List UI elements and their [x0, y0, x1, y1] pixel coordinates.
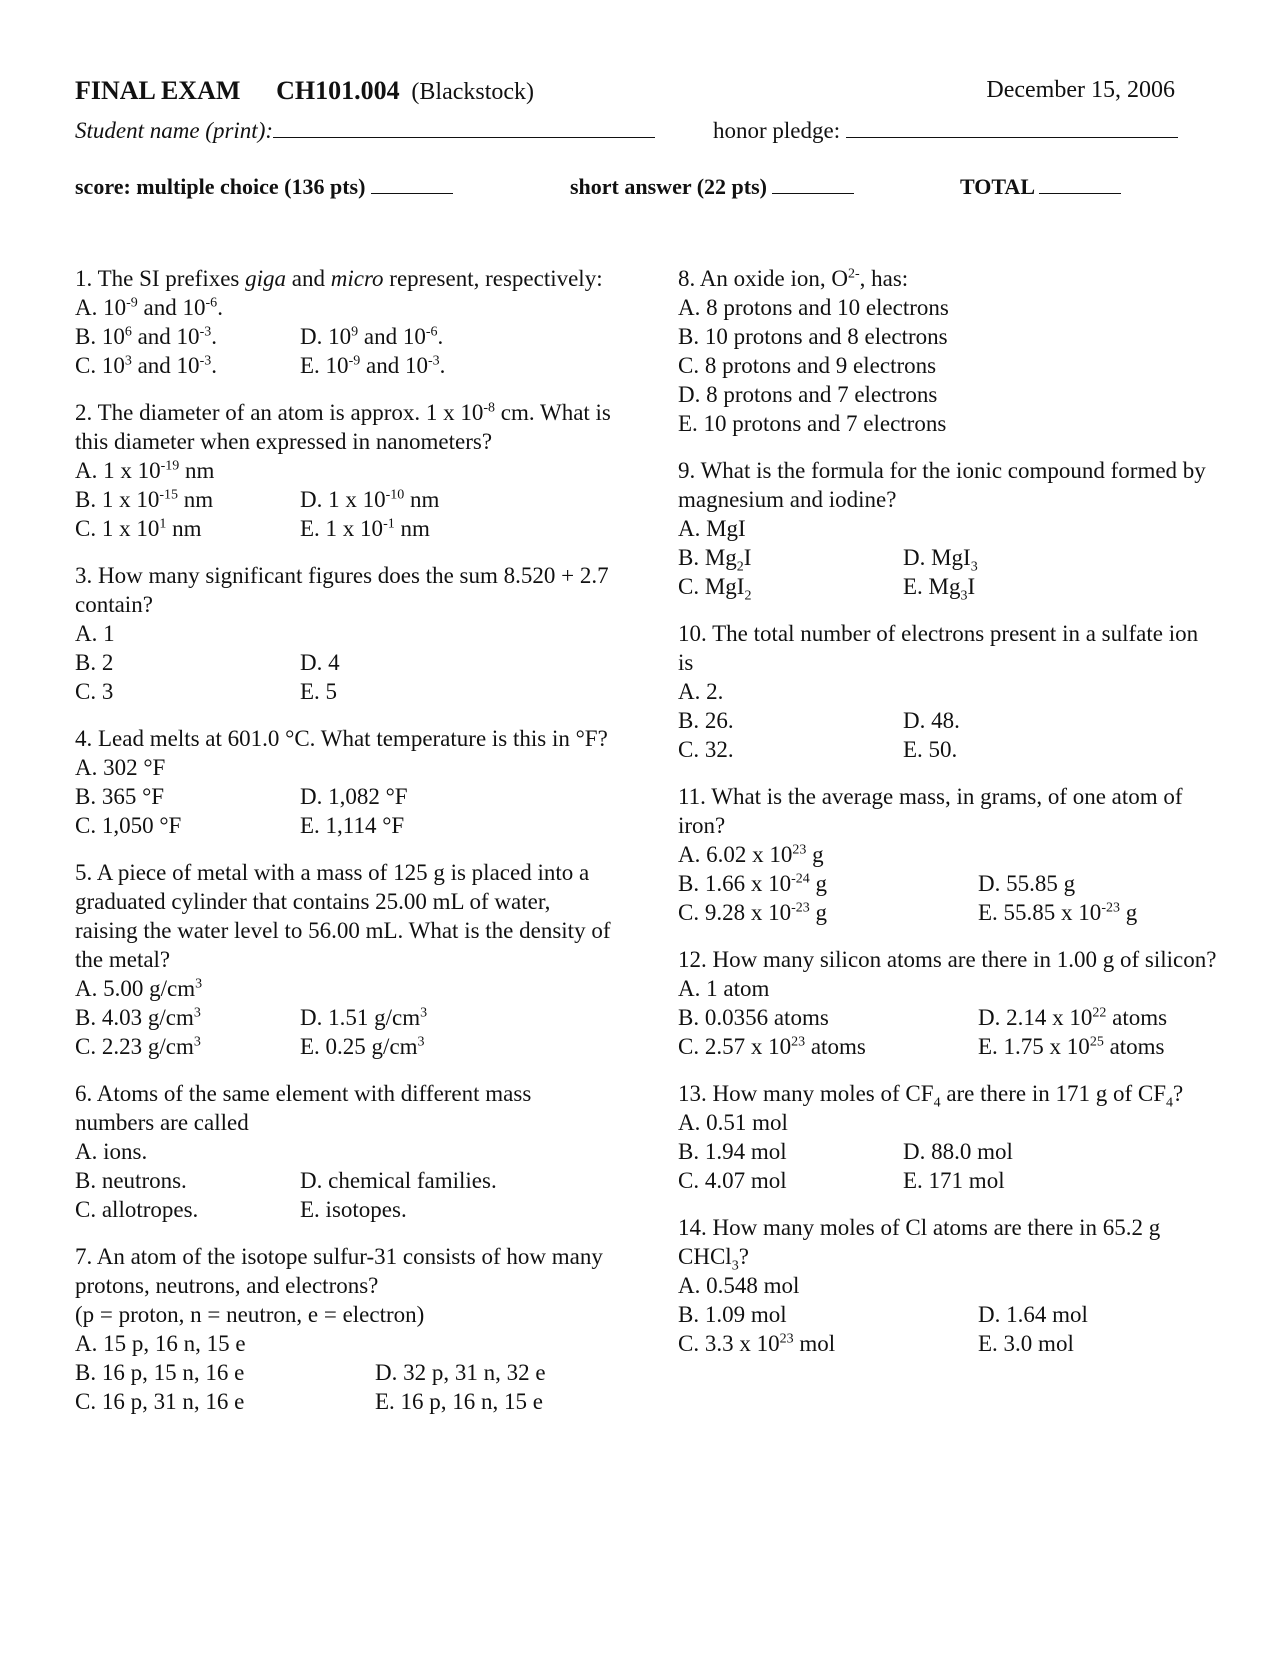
instructor: (Blackstock): [411, 79, 535, 105]
option-c[interactable]: C. 1,050 °F: [75, 813, 182, 838]
question-6: [75, 1079, 615, 1224]
question-7-legend: (p = proton, n = neutron, e = electron): [75, 1302, 425, 1327]
option-c[interactable]: C. allotropes.: [75, 1197, 199, 1222]
question-12-stem: 12. How many silicon atoms are there in 1.00 g of silicon?: [678, 947, 1217, 972]
option-e[interactable]: E. 0.25 $g/cm^3$: [300, 1034, 425, 1059]
total-score-label: TOTAL: [960, 172, 1121, 201]
option-b[interactable]: B. neutrons.: [75, 1168, 187, 1193]
option-b[interactable]: B. $10^6$ and $10^{-3}$.: [75, 324, 217, 349]
question-12: [678, 945, 1218, 1061]
option-d[interactable]: D. $10^9$ and $10^{-6}$.: [300, 324, 444, 349]
option-c[interactable]: C. 3: [75, 679, 114, 704]
option-b[interactable]: B. 1.09 mol: [678, 1302, 787, 1327]
option-e[interactable]: E. isotopes.: [300, 1197, 407, 1222]
option-d[interactable]: D. chemical families.: [300, 1168, 497, 1193]
course-code: CH101.004: [276, 76, 400, 105]
option-c[interactable]: C. MgI$_2$: [678, 574, 752, 604]
option-a[interactable]: A. 0.51 mol: [678, 1110, 788, 1135]
option-c[interactable]: C. 2.57 x $10^{23}$ atoms: [678, 1034, 866, 1059]
option-d[interactable]: D. 48.: [903, 708, 960, 733]
question-8: [678, 264, 1218, 438]
option-e[interactable]: E. 50.: [903, 737, 958, 762]
option-a[interactable]: A. 5.00 $g/cm^3$: [75, 976, 203, 1001]
option-d[interactable]: D. 1 x $10^{-10}$ nm: [300, 487, 440, 512]
option-d[interactable]: D. 1.51 $g/cm^3$: [300, 1005, 428, 1030]
option-e[interactable]: E. 1 x $10^{-1}$ nm: [300, 516, 430, 541]
exam-date: December 15, 2006: [986, 77, 1175, 103]
option-d[interactable]: D. 8 protons and 7 electrons: [678, 382, 938, 407]
option-c[interactable]: C. 4.07 mol: [678, 1168, 787, 1193]
option-b[interactable]: B. 1.66 x $10^{-24}$ g: [678, 871, 828, 896]
option-b[interactable]: B. 2: [75, 650, 114, 675]
option-b[interactable]: B. $Mg_2I$: [678, 545, 752, 575]
option-a[interactable]: A. 302 °F: [75, 755, 166, 780]
total-score-blank[interactable]: [1039, 175, 1121, 194]
question-11-stem: 11. What is the average mass, in grams, of one atom of iron?: [678, 784, 1183, 838]
option-e[interactable]: E. 16 p, 16 n, 15 e: [375, 1389, 544, 1414]
option-a[interactable]: A. 1: [75, 621, 115, 646]
question-6-stem: 6. Atoms of the same element with different mass numbers are called: [75, 1081, 532, 1135]
option-a[interactable]: A. 1 atom: [678, 976, 770, 1001]
question-7-stem: 7. An atom of the isotope sulfur-31 consists of how many protons, neutrons, and electrons?: [75, 1244, 603, 1298]
option-e[interactable]: E. 171 mol: [903, 1168, 1005, 1193]
exam-header: [75, 76, 1205, 208]
question-14: [678, 1213, 1218, 1358]
question-8-stem: 8. An oxide ion, $O^{2-}$, has:: [678, 266, 909, 291]
sa-score-blank[interactable]: [772, 175, 854, 194]
option-b[interactable]: B. 16 p, 15 n, 16 e: [75, 1360, 245, 1385]
option-b[interactable]: B. 365 °F: [75, 784, 165, 809]
question-9-stem: 9. What is the formula for the ionic compound formed by magnesium and iodine?: [678, 458, 1206, 512]
option-e[interactable]: E. 1,114 °F: [300, 813, 405, 838]
option-a[interactable]: A. 0.548 mol: [678, 1273, 800, 1298]
option-e[interactable]: E. 55.85 x $10^{-23}$ g: [978, 900, 1138, 925]
option-b[interactable]: B. 26.: [678, 708, 734, 733]
option-a[interactable]: A. 15 p, 16 n, 15 e: [75, 1331, 246, 1356]
question-1-stem: 1. The SI prefixes giga and micro represent, respectively:: [75, 266, 603, 291]
question-5: [75, 858, 615, 1061]
option-c[interactable]: C. 2.23 $g/cm^3$: [75, 1034, 201, 1059]
option-a[interactable]: A. $10^{-9}$ and $10^{-6}$.: [75, 295, 223, 320]
question-9: [678, 456, 1218, 604]
question-7: [75, 1242, 615, 1416]
mc-score-blank[interactable]: [371, 175, 453, 194]
exam-title: FINAL EXAM: [75, 76, 241, 105]
mc-score-label: score: multiple choice (136 pts): [75, 174, 453, 199]
question-4: [75, 724, 615, 840]
option-c[interactable]: C. $10^3$ and $10^{-3}$.: [75, 353, 217, 378]
option-a[interactable]: A. 2.: [678, 679, 724, 704]
option-c[interactable]: C. 32.: [678, 737, 734, 762]
student-name-label: Student name (print):: [75, 118, 274, 143]
option-e[interactable]: E. $Mg_3I$: [903, 574, 976, 604]
option-d[interactable]: D. MgI$_3$: [903, 545, 978, 575]
question-3-stem: 3. How many significant figures does the sum 8.520 + 2.7 contain?: [75, 563, 609, 617]
option-b[interactable]: B. 4.03 $g/cm^3$: [75, 1005, 201, 1030]
option-a[interactable]: A. 1 x $10^{-19}$ nm: [75, 458, 215, 483]
question-1: [75, 264, 615, 380]
option-a[interactable]: A. ions.: [75, 1139, 148, 1164]
option-e[interactable]: E. $10^{-9}$ and $10^{-3}$.: [300, 353, 446, 378]
question-13-stem: 13. How many moles of $CF_4$ are there in 171 g of $CF_4$?: [678, 1081, 1184, 1111]
option-a[interactable]: A. 6.02 x $10^{23}$ g: [678, 842, 824, 867]
option-c[interactable]: C. 8 protons and 9 electrons: [678, 353, 937, 378]
right-column: [678, 264, 1218, 1376]
question-10: [678, 619, 1218, 764]
option-e[interactable]: E. 5: [300, 679, 338, 704]
option-d[interactable]: D. 55.85 g: [978, 871, 1076, 896]
option-d[interactable]: D. 32 p, 31 n, 32 e: [375, 1360, 546, 1385]
honor-pledge-label: honor pledge:: [713, 118, 841, 143]
option-b[interactable]: B. 0.0356 atoms: [678, 1005, 829, 1030]
option-b[interactable]: B. 1.94 mol: [678, 1139, 787, 1164]
left-column: [75, 264, 615, 1434]
option-c[interactable]: C. 3.3 x $10^{23}$ mol: [678, 1331, 836, 1356]
question-10-stem: 10. The total number of electrons present in a sulfate ion is: [678, 621, 1199, 675]
sa-score-label: short answer (22 pts): [570, 172, 854, 201]
option-b[interactable]: B. 10 protons and 8 electrons: [678, 324, 948, 349]
question-3: [75, 561, 615, 706]
option-a[interactable]: A. 8 protons and 10 electrons: [678, 295, 949, 320]
question-2-stem: 2. The diameter of an atom is approx. 1 x $10^{-8}$ cm. What is this diameter when expressed in nanometers?: [75, 400, 611, 454]
option-c[interactable]: C. 9.28 x $10^{-23}$ g: [678, 900, 828, 925]
option-b[interactable]: B. 1 x $10^{-15}$ nm: [75, 487, 214, 512]
option-e[interactable]: E. 10 protons and 7 electrons: [678, 411, 947, 436]
student-name-field[interactable]: [273, 117, 655, 138]
option-c[interactable]: C. 16 p, 31 n, 16 e: [75, 1389, 245, 1414]
honor-pledge-field[interactable]: [846, 117, 1178, 138]
option-d[interactable]: D. 4: [300, 650, 340, 675]
option-d[interactable]: D. 88.0 mol: [903, 1139, 1013, 1164]
option-c[interactable]: C. 1 x $10^1$ nm: [75, 516, 202, 541]
question-11: [678, 782, 1218, 927]
option-d[interactable]: D. 1.64 mol: [978, 1302, 1088, 1327]
option-d[interactable]: D. 1,082 °F: [300, 784, 408, 809]
question-5-stem: 5. A piece of metal with a mass of 125 g is placed into a graduated cylinder that contains 25.00 mL of water, raising the water level to 56.00 mL. What is the density of the metal?: [75, 860, 611, 972]
question-4-stem: 4. Lead melts at 601.0 °C. What temperature is this in °F?: [75, 726, 608, 751]
question-14-stem: 14. How many moles of Cl atoms are there in 65.2 g CHCl$_3$?: [678, 1215, 1161, 1274]
question-13: [678, 1079, 1218, 1195]
option-e[interactable]: E. 1.75 x $10^{25}$ atoms: [978, 1034, 1165, 1059]
option-a[interactable]: A. MgI: [678, 516, 746, 541]
option-e[interactable]: E. 3.0 mol: [978, 1331, 1074, 1356]
option-d[interactable]: D. 2.14 x $10^{22}$ atoms: [978, 1005, 1168, 1030]
question-2: [75, 398, 615, 543]
